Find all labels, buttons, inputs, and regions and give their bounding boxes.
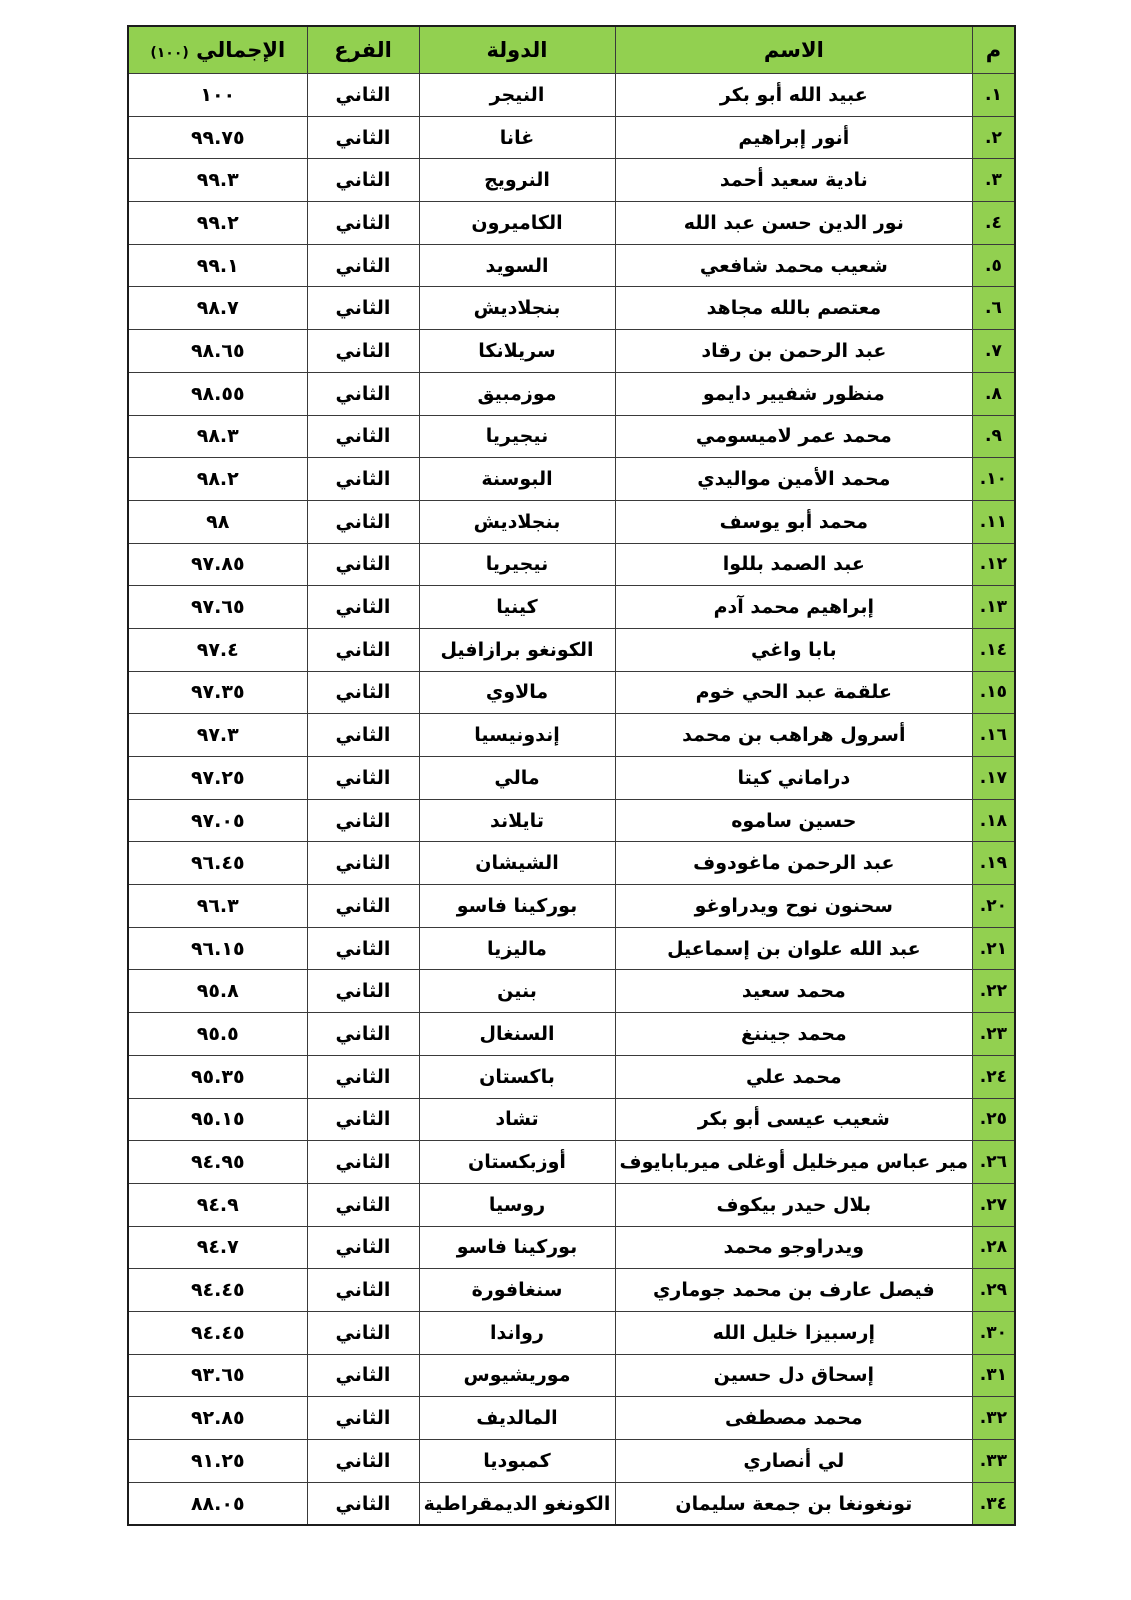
table-row [128, 1482, 1015, 1525]
country-cell: موزمبيق [419, 372, 615, 415]
total-cell: ٩٥.٣٥ [128, 1055, 307, 1098]
row-number-cell: ٥. [973, 244, 1015, 287]
table-row [128, 628, 1015, 671]
row-number-cell: ١٠. [973, 458, 1015, 501]
branch-cell: الثاني [307, 714, 419, 757]
table-row [128, 1141, 1015, 1184]
branch-cell: الثاني [307, 74, 419, 117]
total-cell: ١٠٠ [128, 74, 307, 117]
country-cell: غانا [419, 116, 615, 159]
name-cell: نادية سعيد أحمد [615, 159, 973, 202]
row-number-cell: ١٥. [973, 671, 1015, 714]
branch-cell: الثاني [307, 1354, 419, 1397]
country-cell: باكستان [419, 1055, 615, 1098]
branch-cell: الثاني [307, 244, 419, 287]
row-number-cell: ٢. [973, 116, 1015, 159]
total-cell: ٩٩.٧٥ [128, 116, 307, 159]
table-row [128, 1183, 1015, 1226]
branch-cell: الثاني [307, 458, 419, 501]
total-cell: ٩٤.٤٥ [128, 1269, 307, 1312]
table-row [128, 1397, 1015, 1440]
total-cell: ٩٩.٣ [128, 159, 307, 202]
row-number-cell: ٢٨. [973, 1226, 1015, 1269]
total-cell: ٩٣.٦٥ [128, 1354, 307, 1397]
country-cell: بنين [419, 970, 615, 1013]
total-cell: ٩٥.٨ [128, 970, 307, 1013]
country-cell: الكونغو برازافيل [419, 628, 615, 671]
total-cell: ٩٤.٤٥ [128, 1311, 307, 1354]
table-row [128, 1311, 1015, 1354]
table-row [128, 415, 1015, 458]
country-cell: كمبوديا [419, 1440, 615, 1483]
row-number-cell: ١٧. [973, 757, 1015, 800]
country-cell: تشاد [419, 1098, 615, 1141]
name-cell: أنور إبراهيم [615, 116, 973, 159]
branch-cell: الثاني [307, 330, 419, 373]
country-cell: الكاميرون [419, 202, 615, 245]
table-row [128, 842, 1015, 885]
header-number: م [973, 26, 1015, 74]
country-cell: المالديف [419, 1397, 615, 1440]
total-cell: ٩٢.٨٥ [128, 1397, 307, 1440]
country-cell: النيجر [419, 74, 615, 117]
country-cell: بنجلاديش [419, 500, 615, 543]
name-cell: عبيد الله أبو بكر [615, 74, 973, 117]
row-number-cell: ٣٣. [973, 1440, 1015, 1483]
branch-cell: الثاني [307, 1226, 419, 1269]
total-cell: ٩٧.٠٥ [128, 799, 307, 842]
total-cell: ٩٨.٥٥ [128, 372, 307, 415]
header-total-label: الإجمالي [196, 38, 286, 62]
branch-cell: الثاني [307, 1440, 419, 1483]
branch-cell: الثاني [307, 159, 419, 202]
table-row [128, 372, 1015, 415]
row-number-cell: ٧. [973, 330, 1015, 373]
branch-cell: الثاني [307, 287, 419, 330]
name-cell: معتصم بالله مجاهد [615, 287, 973, 330]
branch-cell: الثاني [307, 202, 419, 245]
name-cell: عبد الصمد بللوا [615, 543, 973, 586]
name-cell: علقمة عبد الحي خوم [615, 671, 973, 714]
name-cell: منظور شفيير دايمو [615, 372, 973, 415]
country-cell: البوسنة [419, 458, 615, 501]
row-number-cell: ٣٠. [973, 1311, 1015, 1354]
row-number-cell: ٤. [973, 202, 1015, 245]
name-cell: أسرول هراهب بن محمد [615, 714, 973, 757]
country-cell: سريلانكا [419, 330, 615, 373]
country-cell: أوزبكستان [419, 1141, 615, 1184]
row-number-cell: ٣. [973, 159, 1015, 202]
table-row [128, 202, 1015, 245]
country-cell: السويد [419, 244, 615, 287]
total-cell: ٩٦.٣ [128, 885, 307, 928]
name-cell: محمد سعيد [615, 970, 973, 1013]
table-header [128, 26, 1015, 74]
table-row [128, 74, 1015, 117]
name-cell: إرسبيزا خليل الله [615, 1311, 973, 1354]
table-row [128, 1226, 1015, 1269]
branch-cell: الثاني [307, 1311, 419, 1354]
name-cell: دراماني كيتا [615, 757, 973, 800]
branch-cell: الثاني [307, 372, 419, 415]
table-row [128, 330, 1015, 373]
table-row [128, 287, 1015, 330]
row-number-cell: ٣٤. [973, 1482, 1015, 1525]
total-cell: ٩٨.٣ [128, 415, 307, 458]
name-cell: محمد عمر لاميسومي [615, 415, 973, 458]
table-row [128, 244, 1015, 287]
name-cell: تونغونغا بن جمعة سليمان [615, 1482, 973, 1525]
country-cell: تايلاند [419, 799, 615, 842]
branch-cell: الثاني [307, 671, 419, 714]
branch-cell: الثاني [307, 927, 419, 970]
branch-cell: الثاني [307, 1397, 419, 1440]
row-number-cell: ١٩. [973, 842, 1015, 885]
name-cell: فيصل عارف بن محمد جوماري [615, 1269, 973, 1312]
branch-cell: الثاني [307, 1183, 419, 1226]
row-number-cell: ٢٣. [973, 1013, 1015, 1056]
branch-cell: الثاني [307, 1013, 419, 1056]
branch-cell: الثاني [307, 500, 419, 543]
total-cell: ٩٤.٧ [128, 1226, 307, 1269]
row-number-cell: ٢٦. [973, 1141, 1015, 1184]
branch-cell: الثاني [307, 799, 419, 842]
name-cell: إبراهيم محمد آدم [615, 586, 973, 629]
branch-cell: الثاني [307, 842, 419, 885]
name-cell: نور الدين حسن عبد الله [615, 202, 973, 245]
branch-cell: الثاني [307, 628, 419, 671]
branch-cell: الثاني [307, 1141, 419, 1184]
branch-cell: الثاني [307, 1055, 419, 1098]
results-table [127, 25, 1016, 1526]
row-number-cell: ٢١. [973, 927, 1015, 970]
name-cell: محمد جيننغ [615, 1013, 973, 1056]
table-row [128, 927, 1015, 970]
table-row [128, 500, 1015, 543]
name-cell: حسين ساموه [615, 799, 973, 842]
row-number-cell: ٦. [973, 287, 1015, 330]
table-row [128, 714, 1015, 757]
total-cell: ٩٥.١٥ [128, 1098, 307, 1141]
row-number-cell: ٢٩. [973, 1269, 1015, 1312]
country-cell: النرويج [419, 159, 615, 202]
total-cell: ٩٩.١ [128, 244, 307, 287]
name-cell: بلال حيدر بيكوف [615, 1183, 973, 1226]
country-cell: مالي [419, 757, 615, 800]
table-row [128, 1269, 1015, 1312]
row-number-cell: ٢٥. [973, 1098, 1015, 1141]
total-cell: ٩٩.٢ [128, 202, 307, 245]
branch-cell: الثاني [307, 1269, 419, 1312]
table-row [128, 1440, 1015, 1483]
row-number-cell: ٣٢. [973, 1397, 1015, 1440]
name-cell: شعيب محمد شافعي [615, 244, 973, 287]
row-number-cell: ٢٠. [973, 885, 1015, 928]
row-number-cell: ٣١. [973, 1354, 1015, 1397]
country-cell: سنغافورة [419, 1269, 615, 1312]
total-cell: ٩٧.٦٥ [128, 586, 307, 629]
branch-cell: الثاني [307, 415, 419, 458]
total-cell: ٩٧.٣ [128, 714, 307, 757]
country-cell: كينيا [419, 586, 615, 629]
table-row [128, 885, 1015, 928]
branch-cell: الثاني [307, 1098, 419, 1141]
total-cell: ٩٨.٧ [128, 287, 307, 330]
table-row [128, 757, 1015, 800]
total-cell: ٩٧.٢٥ [128, 757, 307, 800]
table-row [128, 159, 1015, 202]
header-country: الدولة [419, 26, 615, 74]
table-row [128, 543, 1015, 586]
total-cell: ٩٤.٩ [128, 1183, 307, 1226]
country-cell: الكونغو الديمقراطية [419, 1482, 615, 1525]
header-total [128, 26, 307, 74]
table-row [128, 1055, 1015, 1098]
row-number-cell: ١٣. [973, 586, 1015, 629]
name-cell: شعيب عيسى أبو بكر [615, 1098, 973, 1141]
row-number-cell: ١٤. [973, 628, 1015, 671]
table-row [128, 458, 1015, 501]
country-cell: السنغال [419, 1013, 615, 1056]
name-cell: إسحاق دل حسين [615, 1354, 973, 1397]
row-number-cell: ١٨. [973, 799, 1015, 842]
branch-cell: الثاني [307, 1482, 419, 1525]
total-cell: ٩١.٢٥ [128, 1440, 307, 1483]
row-number-cell: ١٢. [973, 543, 1015, 586]
total-cell: ٩٧.٤ [128, 628, 307, 671]
country-cell: نيجيريا [419, 543, 615, 586]
header-total-max: (١٠٠) [150, 45, 189, 61]
country-cell: إندونيسيا [419, 714, 615, 757]
country-cell: بنجلاديش [419, 287, 615, 330]
name-cell: عبد الرحمن بن رقاد [615, 330, 973, 373]
name-cell: مير عباس ميرخليل أوغلى ميربابايوف [615, 1141, 973, 1184]
branch-cell: الثاني [307, 543, 419, 586]
country-cell: رواندا [419, 1311, 615, 1354]
country-cell: نيجيريا [419, 415, 615, 458]
branch-cell: الثاني [307, 586, 419, 629]
total-cell: ٩٨ [128, 500, 307, 543]
name-cell: بابا واغي [615, 628, 973, 671]
name-cell: لي أنصاري [615, 1440, 973, 1483]
total-cell: ٨٨.٠٥ [128, 1482, 307, 1525]
table-row [128, 671, 1015, 714]
total-cell: ٩٤.٩٥ [128, 1141, 307, 1184]
name-cell: محمد أبو يوسف [615, 500, 973, 543]
name-cell: عبد الله علوان بن إسماعيل [615, 927, 973, 970]
row-number-cell: ١٦. [973, 714, 1015, 757]
name-cell: ويدراوجو محمد [615, 1226, 973, 1269]
header-name: الاسم [615, 26, 973, 74]
country-cell: موريشيوس [419, 1354, 615, 1397]
row-number-cell: ٢٧. [973, 1183, 1015, 1226]
name-cell: محمد علي [615, 1055, 973, 1098]
total-cell: ٩٥.٥ [128, 1013, 307, 1056]
table-row [128, 116, 1015, 159]
total-cell: ٩٨.٦٥ [128, 330, 307, 373]
total-cell: ٩٦.٤٥ [128, 842, 307, 885]
header-branch: الفرع [307, 26, 419, 74]
country-cell: روسيا [419, 1183, 615, 1226]
name-cell: محمد الأمين مواليدي [615, 458, 973, 501]
row-number-cell: ٢٤. [973, 1055, 1015, 1098]
name-cell: عبد الرحمن ماغودوف [615, 842, 973, 885]
branch-cell: الثاني [307, 885, 419, 928]
row-number-cell: ٨. [973, 372, 1015, 415]
table-row [128, 586, 1015, 629]
country-cell: بوركينا فاسو [419, 885, 615, 928]
row-number-cell: ١. [973, 74, 1015, 117]
table-body [128, 74, 1015, 1526]
table-row [128, 1098, 1015, 1141]
table-sheet [127, 25, 1016, 1526]
country-cell: الشيشان [419, 842, 615, 885]
branch-cell: الثاني [307, 757, 419, 800]
row-number-cell: ١١. [973, 500, 1015, 543]
country-cell: بوركينا فاسو [419, 1226, 615, 1269]
total-cell: ٩٦.١٥ [128, 927, 307, 970]
branch-cell: الثاني [307, 116, 419, 159]
header-row [128, 26, 1015, 74]
total-cell: ٩٧.٨٥ [128, 543, 307, 586]
country-cell: ماليزيا [419, 927, 615, 970]
table-row [128, 1013, 1015, 1056]
name-cell: محمد مصطفى [615, 1397, 973, 1440]
row-number-cell: ٩. [973, 415, 1015, 458]
name-cell: سحنون نوح ويدراوغو [615, 885, 973, 928]
table-row [128, 799, 1015, 842]
country-cell: مالاوي [419, 671, 615, 714]
table-row [128, 1354, 1015, 1397]
table-row [128, 970, 1015, 1013]
total-cell: ٩٨.٢ [128, 458, 307, 501]
total-cell: ٩٧.٣٥ [128, 671, 307, 714]
row-number-cell: ٢٢. [973, 970, 1015, 1013]
branch-cell: الثاني [307, 970, 419, 1013]
